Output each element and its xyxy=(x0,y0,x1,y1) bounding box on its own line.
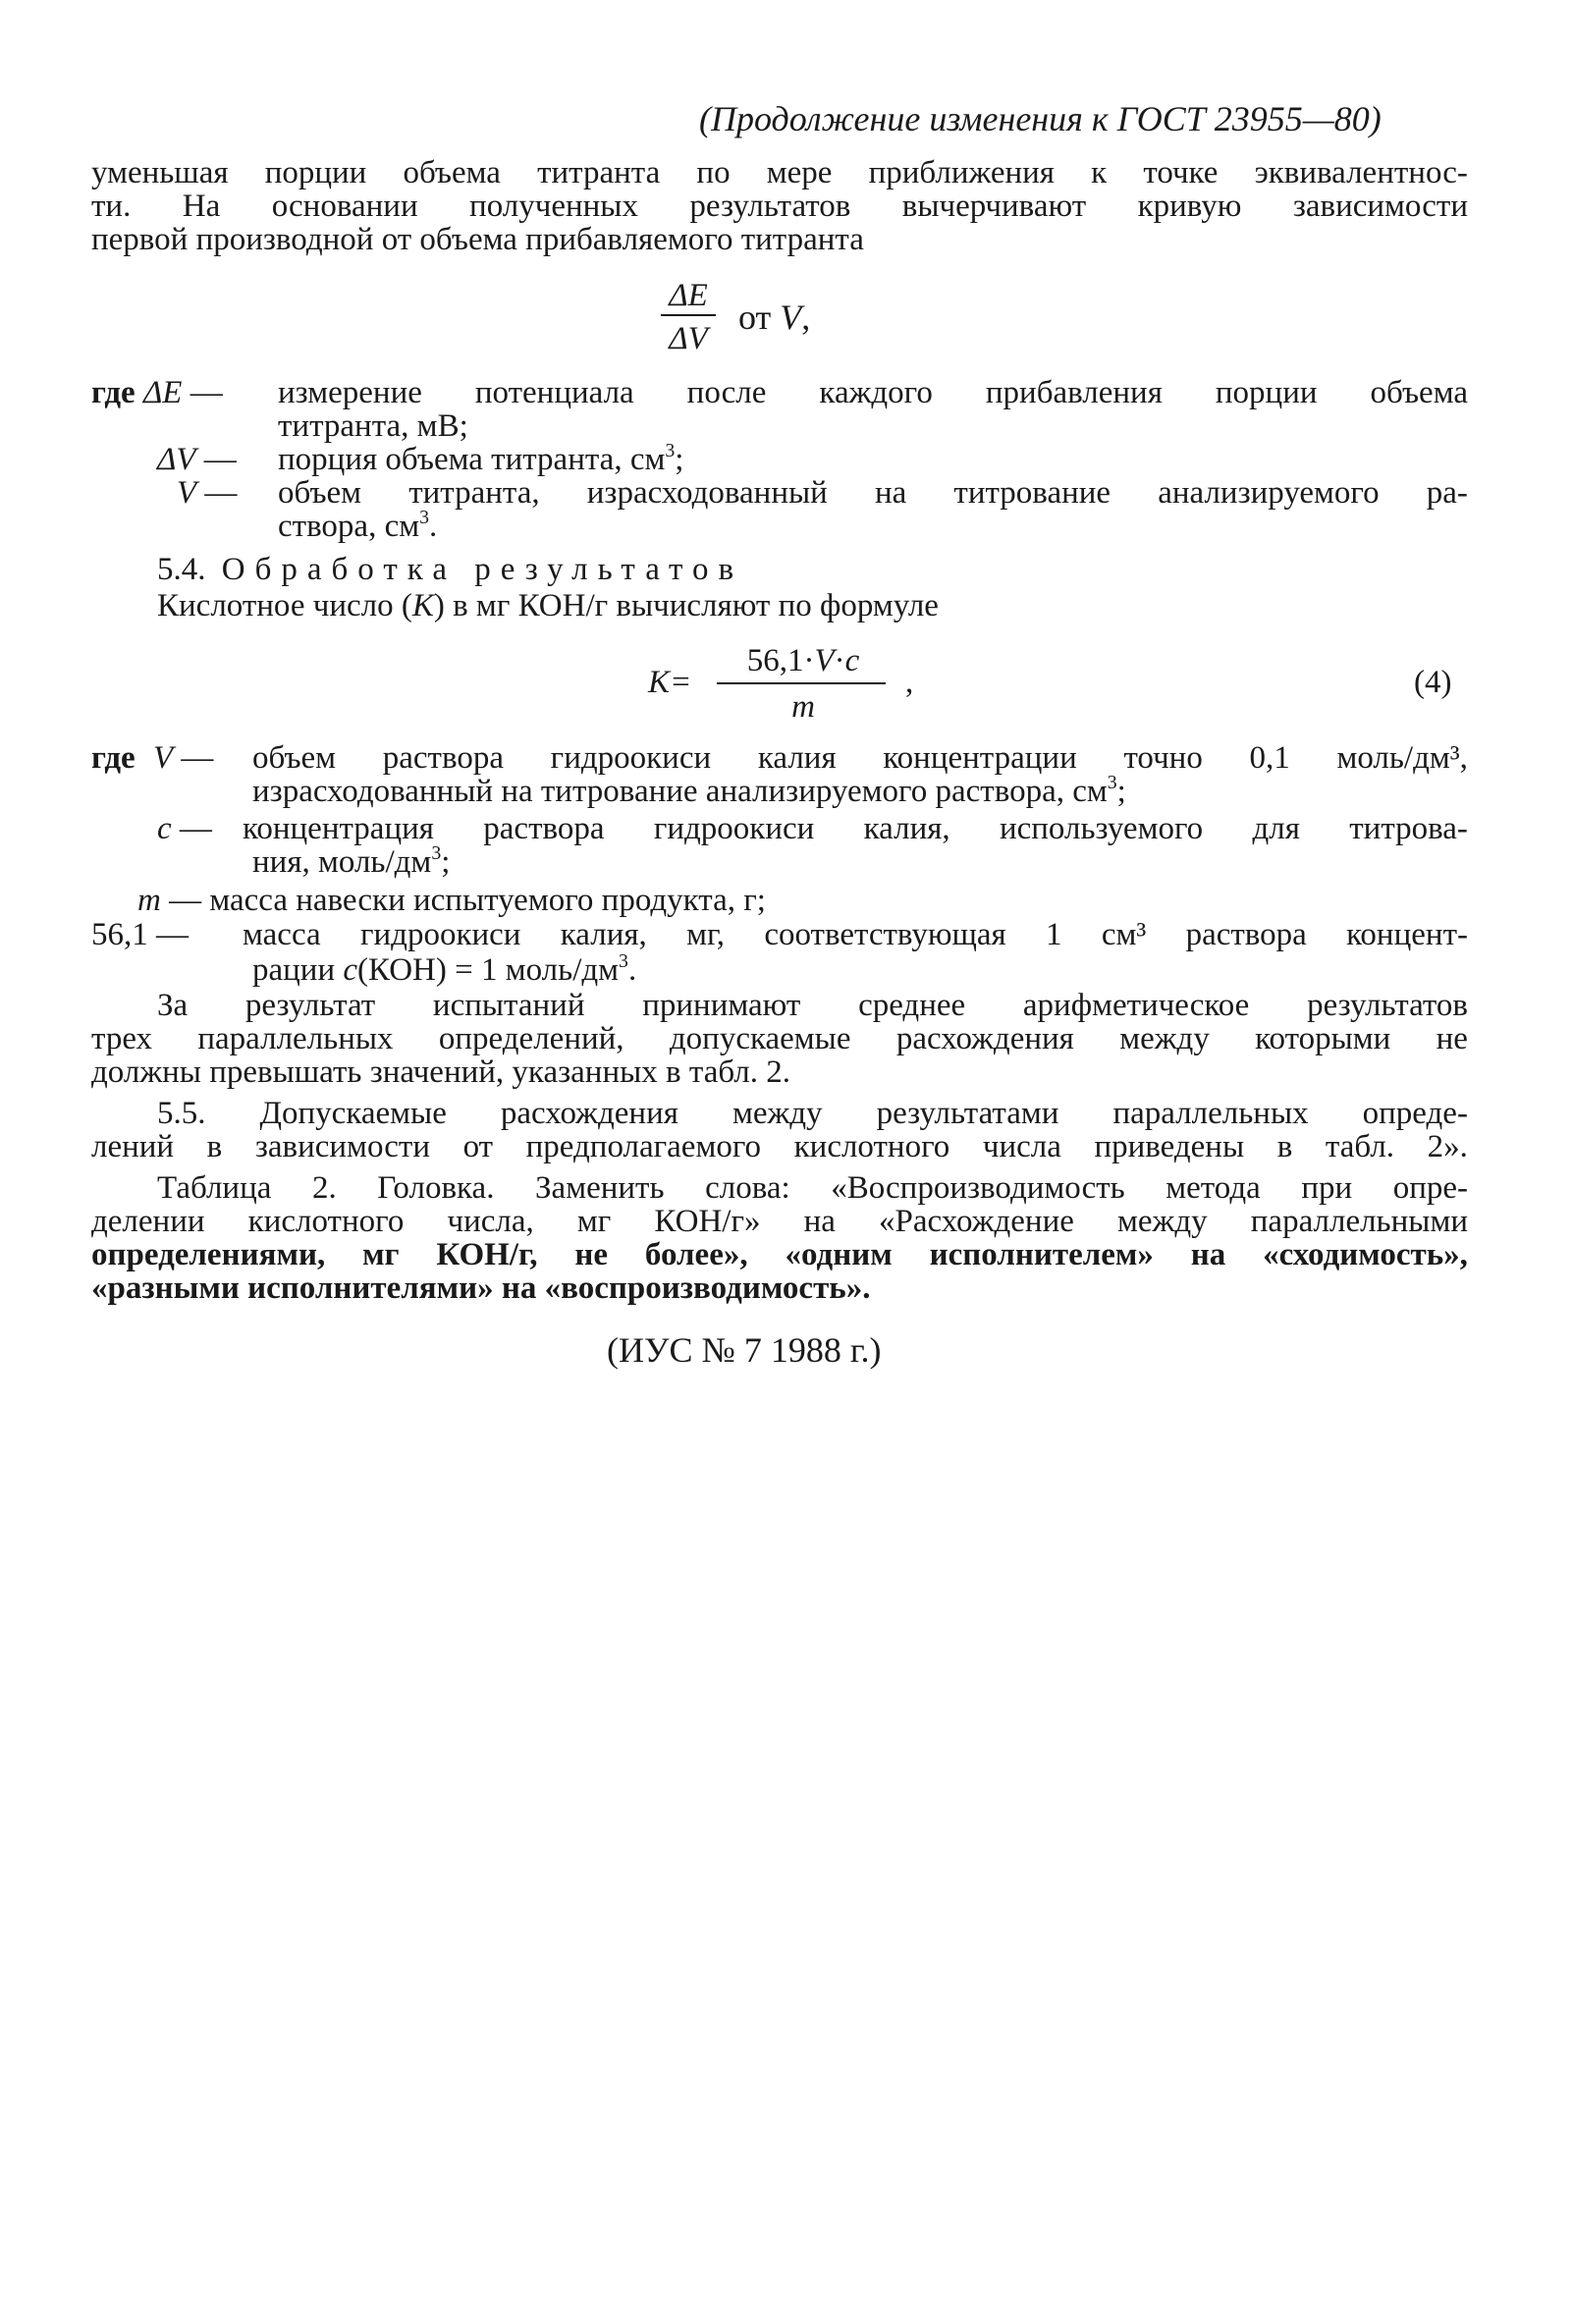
word: 2». xyxy=(1427,1129,1468,1164)
legend1-dV-text: порция объема титранта, $см^3$; xyxy=(278,440,684,477)
word: зависимости xyxy=(254,1129,430,1164)
word: приведены xyxy=(1094,1129,1245,1164)
word: арифметическое xyxy=(1022,988,1250,1023)
section-5-5-line-2 xyxy=(91,1131,1468,1163)
word: см³ xyxy=(1101,917,1147,952)
word: результатами xyxy=(876,1096,1059,1131)
word: КОН/г, xyxy=(436,1237,538,1272)
derivative-suffix-word: от xyxy=(738,297,772,337)
word: на xyxy=(874,475,907,511)
word: исполнителем» xyxy=(929,1237,1154,1272)
word: метода xyxy=(1165,1170,1261,1206)
word: эквивалентнос- xyxy=(1254,155,1468,190)
word: параллельными xyxy=(1250,1204,1468,1239)
word: калия xyxy=(757,740,837,776)
word: кислотного xyxy=(247,1204,405,1239)
table-change-line-4: «разными исполнителями» на «воспроизводимость». xyxy=(91,1270,871,1306)
derivative-numerator: ΔE xyxy=(669,278,708,313)
intro-line-2 xyxy=(91,190,1468,223)
word: вычерчивают xyxy=(901,189,1087,224)
derivative-fraction-bar xyxy=(661,314,716,316)
word: испытаний xyxy=(432,988,585,1023)
derivative-suffix-end: , xyxy=(801,297,811,337)
word: 0,1 xyxy=(1249,740,1290,776)
word: ти. xyxy=(91,189,132,224)
word: после xyxy=(686,375,767,410)
word: которыми xyxy=(1255,1021,1391,1056)
word: к xyxy=(1091,155,1108,190)
word: среднее xyxy=(858,988,966,1023)
word: мг xyxy=(576,1204,612,1239)
derivative-denominator: ΔV xyxy=(669,321,708,356)
word: раствора xyxy=(382,740,504,776)
word: каждого xyxy=(819,375,933,410)
word: гидроокиси xyxy=(653,811,815,846)
word: прибавления xyxy=(985,375,1163,410)
word: мере xyxy=(766,155,833,190)
word: между xyxy=(732,1096,823,1131)
word: порции xyxy=(1215,375,1318,410)
word: концентрация xyxy=(243,811,434,846)
legend1-V-line-1 xyxy=(278,477,1468,510)
word: числа, xyxy=(447,1204,534,1239)
result-line-1 xyxy=(157,990,1468,1022)
formula-k-fraction-bar xyxy=(717,682,886,684)
formula-k-number: (4) xyxy=(1414,665,1452,700)
word: принимают xyxy=(642,988,801,1023)
legend2-561-line-2: рации c(КОН) = 1 моль/$дм^3$. xyxy=(252,950,637,988)
word: На xyxy=(182,189,221,224)
word: 1 xyxy=(1046,917,1062,952)
word: анализируемого xyxy=(1158,475,1380,511)
word: порции xyxy=(264,155,367,190)
legend1-where xyxy=(91,377,223,409)
legend2-c-line-2: ния, моль/$дм^3$; xyxy=(252,842,451,880)
word: титранта, xyxy=(408,475,540,511)
word: раствора xyxy=(1185,917,1307,952)
word: числа xyxy=(982,1129,1061,1164)
table-change-line-3 xyxy=(91,1239,1468,1271)
word: полученных xyxy=(469,189,638,224)
word: результатов xyxy=(1307,988,1468,1023)
word: используемого xyxy=(999,811,1204,846)
word: ра- xyxy=(1426,475,1468,511)
word: опре- xyxy=(1392,1170,1468,1206)
word: объема xyxy=(1370,375,1468,410)
formula-k-comma: , xyxy=(905,665,914,700)
dash: — xyxy=(190,375,223,410)
derivative-suffix xyxy=(738,299,810,335)
source-reference: (ИУС № 7 1988 г.) xyxy=(607,1330,882,1370)
word: Заменить xyxy=(535,1170,665,1206)
formula-k-denominator: m xyxy=(791,689,815,725)
dE-symbol: ΔE xyxy=(142,375,183,410)
word: делении xyxy=(91,1204,205,1239)
word: За xyxy=(157,988,189,1023)
word: точке xyxy=(1143,155,1219,190)
word: кислотного xyxy=(793,1129,950,1164)
word: уменьшая xyxy=(91,155,229,190)
word: объема xyxy=(403,155,501,190)
legend2-V-line-2: израсходованный на титрование анализируемого раствора, $см^3$; xyxy=(252,772,1126,809)
legend2-561: 56,1 — xyxy=(91,917,189,952)
table-change-line-2 xyxy=(91,1206,1468,1238)
word: между xyxy=(1117,1204,1208,1239)
word: в xyxy=(206,1129,223,1164)
word: в xyxy=(1276,1129,1293,1164)
word: мг, xyxy=(686,917,726,952)
word: результат xyxy=(244,988,376,1023)
word: параллельных xyxy=(1112,1096,1309,1131)
V-symbol: V xyxy=(177,475,197,511)
word: по xyxy=(696,155,731,190)
legend2-where: где V — xyxy=(91,740,214,776)
legend1-dE-line-2: титранта, мВ; xyxy=(278,408,468,444)
word: при xyxy=(1301,1170,1353,1206)
section-5-5-line-1 xyxy=(157,1098,1468,1130)
word: концентрации xyxy=(883,740,1077,776)
legend1-dV xyxy=(157,444,237,476)
word: объем xyxy=(252,740,337,776)
word: титрова- xyxy=(1349,811,1468,846)
word: объем xyxy=(278,475,362,511)
word: определений, xyxy=(438,1021,624,1056)
word: масса xyxy=(243,917,321,952)
dash: — xyxy=(204,475,238,511)
word: моль/дм³, xyxy=(1336,740,1468,776)
intro-line-1 xyxy=(91,157,1468,189)
word: расхождения xyxy=(500,1096,678,1131)
word: на xyxy=(1190,1237,1226,1272)
word: калия, xyxy=(560,917,647,952)
word: титрование xyxy=(953,475,1111,511)
word: не xyxy=(1436,1021,1468,1056)
word: Допускаемые xyxy=(259,1096,447,1131)
word: приближения xyxy=(868,155,1055,190)
legend2-V-line-1 xyxy=(252,742,1468,775)
word: кривую xyxy=(1137,189,1242,224)
word: титранта xyxy=(537,155,661,190)
legend2-m: m — масса навески испытуемого продукта, г; xyxy=(137,883,766,918)
word: Таблица xyxy=(157,1170,272,1206)
word: на xyxy=(803,1204,836,1239)
word: более», xyxy=(644,1237,748,1272)
word: слова: xyxy=(705,1170,790,1206)
word: для xyxy=(1252,811,1300,846)
word: Головка. xyxy=(377,1170,495,1206)
word: параллельных xyxy=(197,1021,394,1056)
legend2-c-line-1 xyxy=(243,813,1468,845)
word: предполагаемого xyxy=(525,1129,762,1164)
word: 5.5. xyxy=(157,1096,206,1131)
word: лений xyxy=(91,1129,175,1164)
word: от xyxy=(462,1129,494,1164)
word: гидроокиси xyxy=(359,917,521,952)
word: концент- xyxy=(1346,917,1468,952)
continuation-header: (Продолжение изменения к ГОСТ 23955—80) xyxy=(699,99,1382,138)
result-line-3: должны превышать значений, указанных в табл. 2. xyxy=(91,1054,791,1090)
dash: — xyxy=(203,442,237,477)
intro-line-3: первой производной от объема прибавляемого титранта xyxy=(91,222,864,257)
formula-k-lhs: K= xyxy=(648,665,692,700)
word: потенциала xyxy=(474,375,634,410)
word: «Воспроизводимость xyxy=(831,1170,1125,1206)
legend1-dE-line-1 xyxy=(278,377,1468,409)
word: зависимости xyxy=(1292,189,1468,224)
legend1-V-line-2: створа, $см^3$. xyxy=(278,507,438,544)
section-5-4-heading xyxy=(157,554,743,586)
legend1-V xyxy=(177,477,237,510)
word: «сходимость», xyxy=(1263,1237,1468,1272)
section-5-4-text: Кислотное число (K) в мг КОН/г вычисляют по формуле xyxy=(157,588,939,623)
word: мг xyxy=(362,1237,400,1272)
word: расхождения xyxy=(895,1021,1074,1056)
where-word: где xyxy=(91,375,136,410)
formula-k-numerator: 56,1·V·c xyxy=(746,643,860,678)
word: гидроокиси xyxy=(550,740,712,776)
word: между xyxy=(1119,1021,1210,1056)
table-change-line-1 xyxy=(157,1172,1468,1205)
derivative-suffix-var: V xyxy=(780,297,802,337)
word: «одним xyxy=(785,1237,893,1272)
word: измерение xyxy=(278,375,422,410)
word: КОН/г» xyxy=(654,1204,761,1239)
dV-symbol: ΔV xyxy=(157,442,196,477)
word: соответствующая xyxy=(764,917,1006,952)
legend2-c: c — xyxy=(157,811,212,846)
word: 2. xyxy=(311,1170,337,1206)
section-heading: Обработка результатов xyxy=(221,552,744,587)
word: табл. xyxy=(1325,1129,1395,1164)
word: определениями, xyxy=(91,1237,326,1272)
word: калия, xyxy=(863,811,950,846)
word: точно xyxy=(1123,740,1203,776)
word: трех xyxy=(91,1021,153,1056)
word: допускаемые xyxy=(669,1021,851,1056)
word: опреде- xyxy=(1362,1096,1468,1131)
word: основании xyxy=(271,189,418,224)
word: раствора xyxy=(483,811,605,846)
result-line-2 xyxy=(91,1023,1468,1055)
legend2-561-line-1 xyxy=(243,919,1468,951)
word: не xyxy=(574,1237,609,1272)
word: результатов xyxy=(689,189,851,224)
word: израсходованный xyxy=(586,475,828,511)
word: «Расхождение xyxy=(879,1204,1074,1239)
section-number: 5.4. xyxy=(157,552,206,587)
